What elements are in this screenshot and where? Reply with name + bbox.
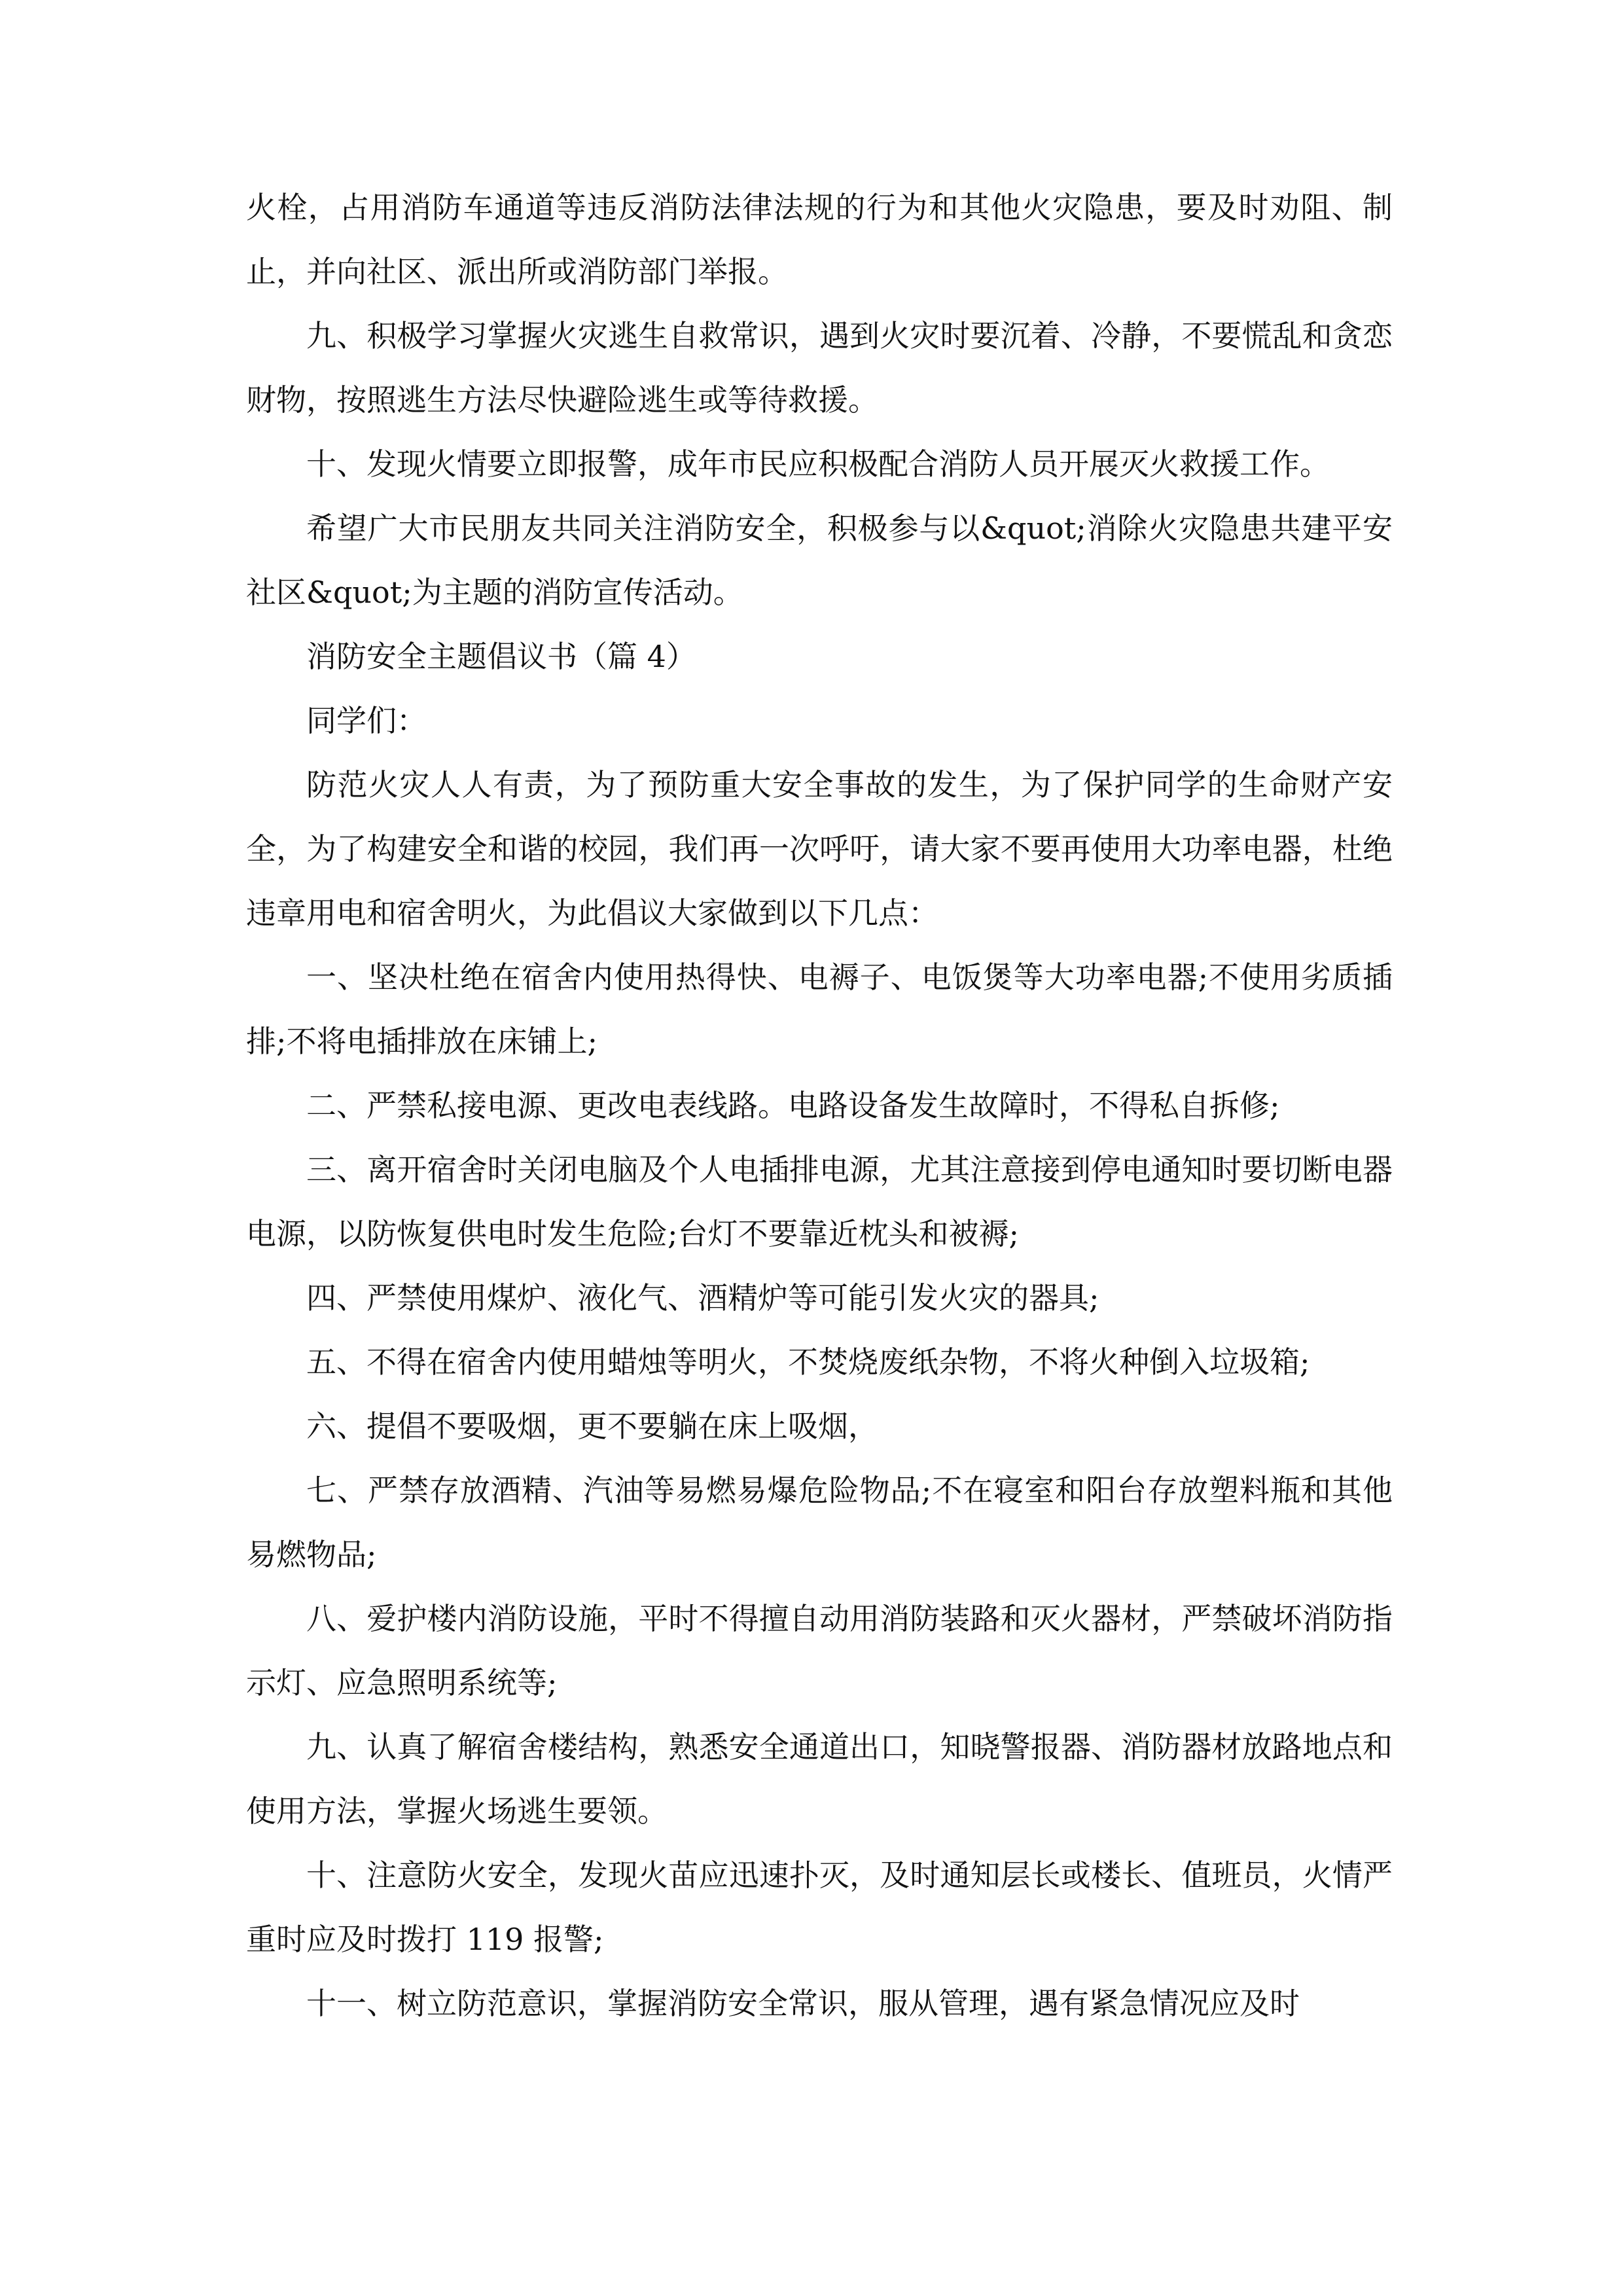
paragraph-item-9: 九、认真了解宿舍楼结构，熟悉安全通道出口，知晓警报器、消防器材放路地点和使用方法，掌握火场逃生要领。 (246, 1729, 1393, 1829)
document-body (246, 175, 1393, 2036)
paragraph-item-11: 十一、树立防范意识，掌握消防安全常识，服从管理，遇有紧急情况应及时 (306, 1986, 1300, 2021)
paragraph-closing-appeal: 希望广大市民朋友共同关注消防安全，积极参与以&quot;消除火灾隐患共建平安社区&quot;为主题的消防宣传活动。 (246, 511, 1393, 610)
paragraph-item-10: 十、注意防火安全，发现火苗应迅速扑灭，及时通知层长或楼长、值班员，火情严重时应及时拨打 119 报警; (246, 1857, 1393, 1957)
paragraph-item-8: 八、爱护楼内消防设施，平时不得擅自动用消防装路和灭火器材，严禁破坏消防指示灯、应急照明系统等; (246, 1601, 1393, 1700)
paragraph-item-4: 四、严禁使用煤炉、液化气、酒精炉等可能引发火灾的器具; (306, 1280, 1099, 1316)
salutation: 同学们： (306, 703, 427, 738)
paragraph-continuation: 火栓，占用消防车通道等违反消防法律法规的行为和其他火灾隐患，要及时劝阻、制止，并向社区、派出所或消防部门举报。 (246, 190, 1393, 289)
paragraph-item-10-citizens: 十、发现火情要立即报警，成年市民应积极配合消防人员开展灭火救援工作。 (306, 446, 1330, 482)
paragraph-item-5: 五、不得在宿舍内使用蜡烛等明火，不焚烧废纸杂物，不将火种倒入垃圾箱; (306, 1344, 1310, 1380)
paragraph-intro: 防范火灾人人有责，为了预防重大安全事故的发生，为了保护同学的生命财产安全，为了构建安全和谐的校园，我们再一次呼吁，请大家不要再使用大功率电器，杜绝违章用电和宿舍明火，为此倡议大家做到以下几点： (246, 767, 1393, 931)
paragraph-item-3: 三、离开宿舍时关闭电脑及个人电插排电源，尤其注意接到停电通知时要切断电器电源，以防恢复供电时发生危险;台灯不要靠近枕头和被褥; (246, 1152, 1393, 1251)
section-title: 消防安全主题倡议书（篇 4） (306, 639, 696, 674)
paragraph-item-6: 六、提倡不要吸烟，更不要躺在床上吸烟， (306, 1408, 878, 1444)
paragraph-item-1: 一、坚决杜绝在宿舍内使用热得快、电褥子、电饭煲等大功率电器;不使用劣质插排;不将电插排放在床铺上; (246, 960, 1393, 1059)
paragraph-item-2: 二、严禁私接电源、更改电表线路。电路设备发生故障时，不得私自拆修; (306, 1088, 1280, 1123)
paragraph-item-9-citizens: 九、积极学习掌握火灾逃生自救常识，遇到火灾时要沉着、冷静，不要慌乱和贪恋财物，按照逃生方法尽快避险逃生或等待救援。 (246, 318, 1393, 418)
paragraph-item-7: 七、严禁存放酒精、汽油等易燃易爆危险物品;不在寝室和阳台存放塑料瓶和其他易燃物品; (246, 1473, 1393, 1572)
